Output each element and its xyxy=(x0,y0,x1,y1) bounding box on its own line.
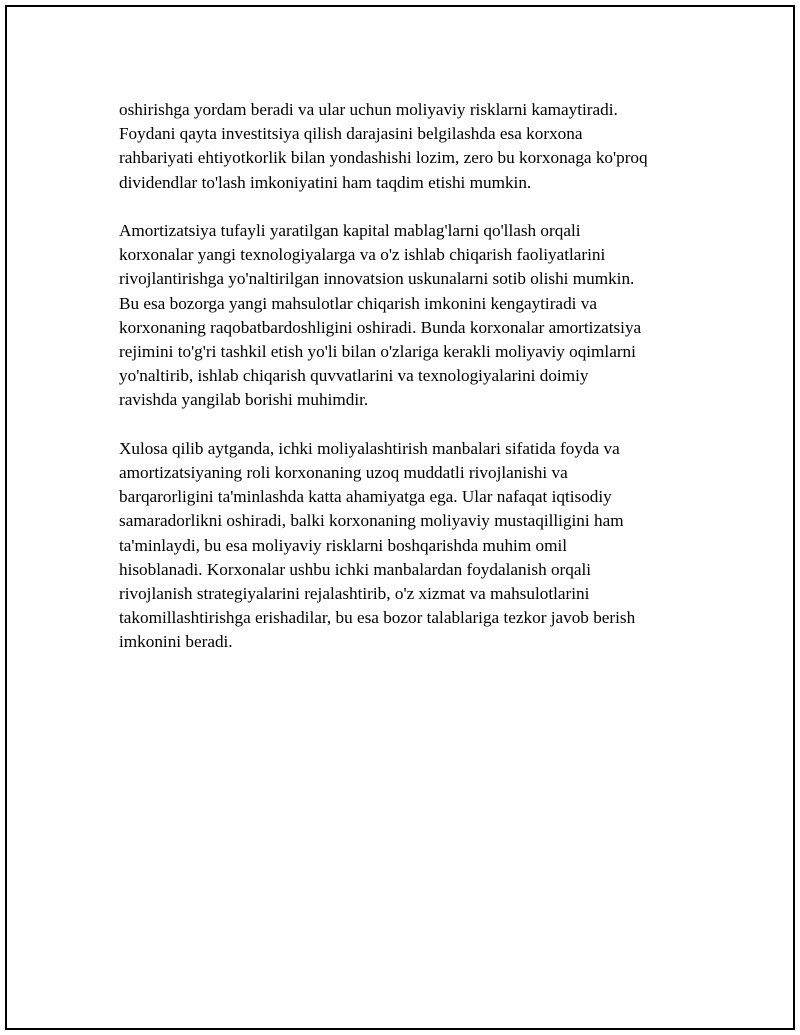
document-page xyxy=(5,5,795,1030)
paragraph-line: amortizatsiyaning roli korxonaning uzoq muddatli rivojlanishi va xyxy=(119,463,568,483)
paragraph-line: oshirishga yordam beradi va ular uchun moliyaviy risklarni kamaytiradi. xyxy=(119,100,618,119)
paragraph-line: Bu esa bozorga yangi mahsulotlar chiqarish imkonini kengaytiradi va xyxy=(119,293,597,313)
paragraph-line: rejimini to'g'ri tashkil etish yo'li bilan o'zlariga kerakli moliyaviy oqimlarni xyxy=(119,342,636,362)
paragraph-1 xyxy=(119,98,709,195)
paragraph-spacer xyxy=(119,195,709,219)
paragraph-line: rivojlantirishga yo'naltirilgan innovatsion uskunalarni sotib olishi mumkin. xyxy=(119,269,635,289)
paragraph-3 xyxy=(119,437,709,655)
paragraph-line: barqarorligini ta'minlashda katta ahamiyatga ega. Ular nafaqat iqtisodiy xyxy=(119,487,612,507)
paragraph-spacer xyxy=(119,413,709,437)
paragraph-line: Xulosa qilib aytganda, ichki moliyalashtirish manbalari sifatida foyda va xyxy=(119,438,620,458)
paragraph-line: rivojlanish strategiyalarini rejalashtirib, o'z xizmat va mahsulotlarini xyxy=(119,584,590,604)
paragraph-line: Amortizatsiya tufayli yaratilgan kapital mablag'larni qo'llash orqali xyxy=(119,221,581,240)
paragraph-line: imkonini beradi. xyxy=(119,632,233,652)
paragraph-line: ravishda yangilab borishi muhimdir. xyxy=(119,390,369,410)
paragraph-line: rahbariyati ehtiyotkorlik bilan yondashishi lozim, zero bu korxonaga ko'proq xyxy=(119,148,648,168)
paragraph-2 xyxy=(119,219,709,413)
paragraph-line: korxonaning raqobatbardoshligini oshiradi. Bunda korxonalar amortizatsiya xyxy=(119,317,642,337)
paragraph-line: takomillashtirishga erishadilar, bu esa bozor talablariga tezkor javob berish xyxy=(119,608,636,628)
paragraph-line: ta'minlaydi, bu esa moliyaviy risklarni boshqarishda muhim omil xyxy=(119,535,567,555)
paragraph-line: dividendlar to'lash imkoniyatini ham taqdim etishi mumkin. xyxy=(119,172,532,192)
paragraph-line: Foydani qayta investitsiya qilish darajasini belgilashda esa korxona xyxy=(119,124,583,144)
document-body xyxy=(119,98,709,655)
paragraph-line: hisoblanadi. Korxonalar ushbu ichki manbalardan foydalanish orqali xyxy=(119,559,592,579)
paragraph-line: samaradorlikni oshiradi, balki korxonaning moliyaviy mustaqilligini ham xyxy=(119,511,624,531)
paragraph-line: yo'naltirib, ishlab chiqarish quvvatlarini va texnologiyalarini doimiy xyxy=(119,366,589,386)
paragraph-line: korxonalar yangi texnologiyalarga va o'z ishlab chiqarish faoliyatlarini xyxy=(119,245,606,265)
